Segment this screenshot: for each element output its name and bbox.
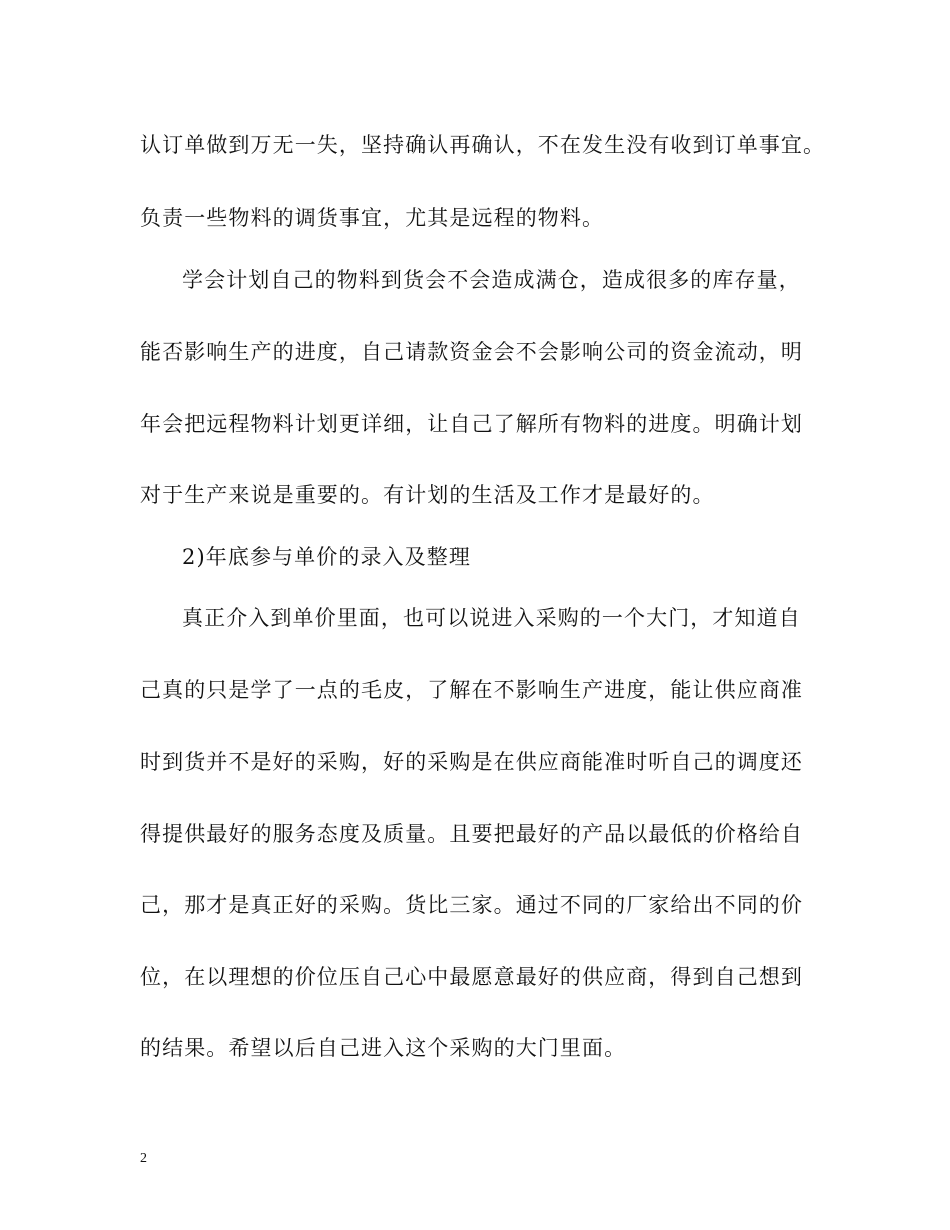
page-number: 2 [140,1151,147,1166]
text-line-14: 的结果。希望以后自己进入这个采购的大门里面。 [140,1036,627,1060]
text-line-13: 位，在以理想的价位压自己心中最愿意最好的供应商，得到自己想到 [140,965,803,989]
text-line-10: 时到货并不是好的采购，好的采购是在供应商能准时听自己的调度还 [140,750,803,774]
text-line-2: 负责一些物料的调货事宜，尤其是远程的物料。 [140,206,605,230]
text-line-5: 年会把远程物料计划更详细，让自己了解所有物料的进度。明确计划 [140,412,803,436]
text-line-1: 认订单做到万无一失，坚持确认再确认，不在发生没有收到订单事宜。 [140,133,826,157]
text-line-4: 能否影响生产的进度，自己请款资金会不会影响公司的资金流动，明 [140,340,803,364]
text-line-9: 己真的只是学了一点的毛皮，了解在不影响生产进度，能让供应商准 [140,678,803,702]
section-heading: 2)年底参与单价的录入及整理 [182,545,471,569]
text-line-12: 己，那才是真正好的采购。货比三家。通过不同的厂家给出不同的价 [140,893,803,917]
text-line-3: 学会计划自己的物料到货会不会造成满仓，造成很多的库存量， [182,268,801,292]
text-line-8: 真正介入到单价里面，也可以说进入采购的一个大门，才知道自 [182,606,801,630]
text-line-6: 对于生产来说是重要的。有计划的生活及工作才是最好的。 [140,483,715,507]
text-line-11: 得提供最好的服务态度及质量。且要把最好的产品以最低的价格给自 [140,822,803,846]
